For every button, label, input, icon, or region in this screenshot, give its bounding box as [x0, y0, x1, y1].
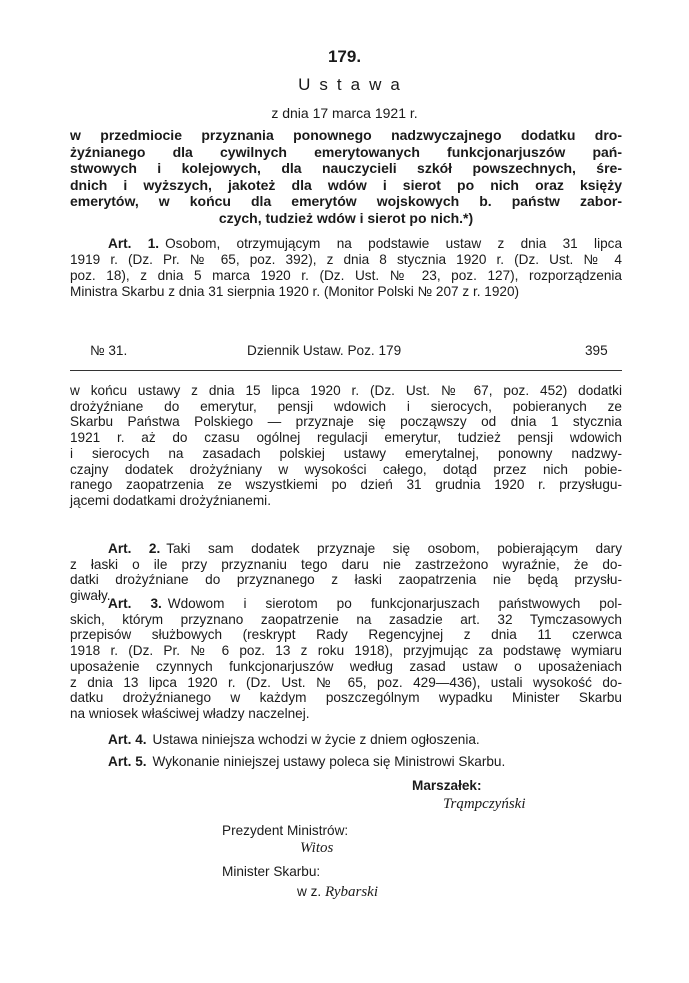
line-text: dnich i wyższych, jakoteż dla wdów i sierot po nich oraz księży	[70, 176, 622, 193]
line-text: i sierocych na zasadach polskiej ustawy emerytalnej, ponowny nadzwy-	[70, 445, 622, 461]
minister-signature	[297, 884, 378, 901]
text-line	[70, 732, 622, 748]
text-line	[70, 557, 622, 573]
text-line	[70, 236, 622, 252]
text-line	[70, 193, 622, 209]
text-line	[70, 596, 622, 612]
line-text: Skarbu Państwa Polskiego — przyznaje się począwszy od dnia 1 stycznia	[70, 414, 622, 430]
text-line	[70, 177, 622, 193]
line-text: Osobom, otrzymującym na podstawie ustaw z dnia 31 lipca	[165, 236, 623, 251]
text-line	[70, 399, 622, 415]
line-text: 1918 r. (Dz. Pr. № 6 poz. 13 z roku 1918), przyjmując za podstawę wymiaru	[70, 643, 622, 659]
minister-name: Rybarski	[324, 884, 379, 900]
article-label: Art. 3.	[108, 596, 162, 611]
article-label: Art. 2.	[108, 541, 161, 556]
text-line	[70, 252, 622, 268]
article-label: Art. 5.	[108, 754, 147, 769]
line-text: datku drożyźnianego w każdym poszczególnym wypadku Minister Skarbu	[70, 690, 622, 706]
journal-title: Dziennik Ustaw. Poz. 179	[247, 343, 402, 358]
text-line	[70, 477, 622, 493]
line-text: ranego zaopatrzenia ze wszystkiemi po dzień 31 grudnia 1920 r. przysługu-	[70, 477, 622, 493]
line-text: uposażenie czynnych funkcjonarjuszów według zasad ustaw o uposażeniach	[70, 658, 622, 674]
text-line	[70, 268, 622, 284]
act-date: z dnia 17 marca 1921 r.	[271, 105, 418, 121]
text-line	[70, 659, 622, 675]
text-line	[70, 675, 622, 691]
line-text: 1921 r. aż do czasu ogólnej regulacji emerytur, tudzież pensji wdowich	[70, 430, 622, 446]
line-text: Taki sam dodatek przyznaje się osobom, pobierającym dary	[166, 541, 623, 556]
text-line	[70, 541, 622, 557]
pm-name: Witos	[300, 840, 334, 856]
text-line	[70, 754, 622, 770]
text-line	[70, 572, 622, 588]
text-line	[70, 706, 622, 722]
text-line	[70, 430, 622, 446]
line-text: stwowych i kolejowych, dla nauczycieli szkół powszechnych, śre-	[70, 160, 622, 177]
line-text: z łaski o ile przy przyznaniu tego daru nie zastrzeżono wyraźnie, że do-	[70, 556, 622, 572]
text-line	[70, 493, 622, 509]
text-line	[70, 612, 622, 628]
line-text: jącemi dodatkami drożyźnianemi.	[70, 492, 271, 508]
line-text: Wdowom i sierotom po funkcjonarjuszach państwowych pol-	[167, 596, 622, 611]
line-text: skich, którym przyznano zaopatrzenie na zasadzie art. 32 Tymczasowych	[70, 611, 622, 627]
line-text: 1919 r. (Dz. Pr. № 65, poz. 392), z dnia 8 stycznia 1920 r. (Dz. Ust. № 4	[70, 252, 622, 267]
line-text: w przedmiocie przyznania ponownego nadzwyczajnego dodatku dro-	[70, 127, 622, 143]
marshal-name: Trąmpczyński	[443, 796, 526, 812]
line-text: czajny dodatek drożyźniany w wysokości całego, dotąd przez nich pobie-	[70, 461, 622, 477]
page-number: 395	[585, 343, 608, 358]
text-line	[70, 462, 622, 478]
line-text: Ministra Skarbu z dnia 31 sierpnia 1920 r. (Monitor Polski № 207 z r. 1920)	[70, 284, 520, 299]
minister-prefix: w z.	[297, 884, 322, 899]
text-line	[70, 144, 622, 160]
text-line	[70, 210, 622, 226]
line-text: przepisów służbowych (reskrypt Rady Regencyjnej z dnia 11 czerwca	[70, 627, 622, 643]
article-label: Art. 1.	[108, 236, 160, 251]
minister-title: Minister Skarbu:	[222, 864, 321, 879]
line-text: datki drożyźniane do przyznanego z łaski zaopatrzenia nie będą przysłu-	[70, 572, 622, 588]
text-line	[70, 284, 622, 300]
text-line	[70, 690, 622, 706]
line-text: poz. 18), z dnia 5 marca 1920 r. (Dz. Ust. № 23, poz. 127), rozporządzenia	[70, 268, 622, 283]
header-rule	[70, 370, 622, 371]
issue-number: № 31.	[90, 343, 128, 358]
text-line	[70, 127, 622, 143]
line-text: drożyźniane do emerytur, pensji wdowich i sierocych, pobieranych ze	[70, 398, 622, 414]
marshal-title: Marszałek:	[412, 778, 482, 793]
line-text: żyźnianego dla cywilnych emerytowanych funkcjonarjuszów pań-	[70, 143, 622, 160]
text-line	[70, 160, 622, 176]
line-text: Wykonanie niniejszej ustawy poleca się Ministrowi Skarbu.	[152, 754, 506, 769]
line-text: emerytów, w końcu dla emerytów wojskowych b. państw zabor-	[70, 193, 622, 210]
line-text: w końcu ustawy z dnia 15 lipca 1920 r. (Dz. Ust. № 67, poz. 452) dodatki	[70, 383, 622, 398]
line-text: Ustawa niniejsza wchodzi w życie z dniem ogłoszenia.	[152, 732, 480, 747]
text-line	[70, 383, 622, 399]
text-line	[70, 643, 622, 659]
line-text: na wniosek właściwej władzy naczelnej.	[70, 705, 310, 721]
article-label: Art. 4.	[108, 732, 147, 747]
line-text: giwały.	[70, 588, 111, 604]
text-line	[70, 627, 622, 643]
pm-title: Prezydent Ministrów:	[222, 823, 349, 838]
line-text: z dnia 13 lipca 1920 r. (Dz. Ust. № 65, poz. 429—436), ustali wysokość do-	[70, 674, 622, 690]
act-number: 179.	[327, 47, 362, 66]
act-heading: Ustawa	[298, 75, 409, 94]
text-line	[70, 414, 622, 430]
text-line	[70, 446, 622, 462]
line-text: czych, tudzież wdów i sierot po nich.*)	[218, 210, 474, 226]
